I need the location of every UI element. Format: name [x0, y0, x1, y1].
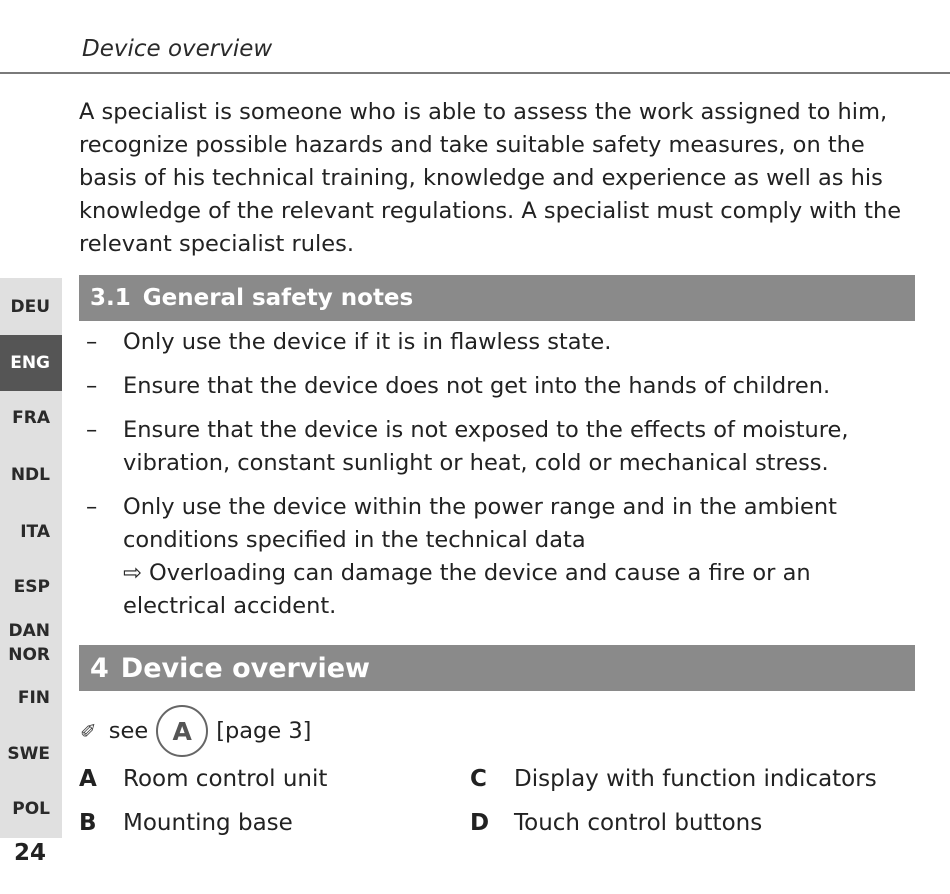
list-item-text: Only use the device if it is in flawless state. [123, 329, 612, 355]
dash-bullet: – [86, 373, 98, 399]
part-label: Mounting base [123, 810, 293, 836]
figure-reference [80, 703, 311, 759]
intro-paragraph: A specialist is someone who is able to assess the work assigned to him, recognize possible hazards and take suitable safety measures, on the basis of his technical training, knowledge and experience as well as his knowledge of the relevant regulations. A specialist must comply with the relevant specialist rules. [79, 99, 902, 257]
part-item [470, 810, 762, 836]
section-title: General safety notes [142, 285, 414, 311]
section-heading-4 [79, 645, 915, 691]
section-number: 4 [90, 652, 109, 684]
consequence-note [123, 557, 916, 623]
part-letter: B [79, 810, 97, 836]
part-label: Room control unit [123, 766, 328, 792]
list-item [86, 414, 916, 480]
section-title: Device overview [120, 652, 370, 684]
consequence-text: Overloading can damage the device and cause a fire or an electrical accident. [123, 560, 811, 619]
list-item-text: Ensure that the device does not get into the hands of children. [123, 373, 831, 399]
arrow-icon: ⇨ [123, 560, 142, 586]
language-tab-fra[interactable]: FRA [12, 408, 50, 428]
safety-notes-list [86, 326, 916, 634]
list-item-text: Only use the device within the power range and in the ambient conditions specified in the technical data [123, 494, 837, 553]
page-reference-link[interactable]: [page 3] [216, 718, 312, 744]
dash-bullet: – [86, 329, 98, 355]
language-tab-pol[interactable]: POL [12, 799, 50, 819]
part-letter: C [470, 766, 487, 792]
language-tab-strip [0, 278, 62, 838]
figure-a-marker: A [156, 705, 208, 757]
section-number: 3.1 [90, 285, 131, 311]
language-tab-nor[interactable]: NOR [8, 645, 50, 665]
part-item [79, 766, 327, 792]
language-tab-ndl[interactable]: NDL [10, 465, 50, 485]
part-label: Touch control buttons [514, 810, 763, 836]
list-item [86, 326, 916, 359]
dash-bullet: – [86, 494, 98, 520]
see-label: see [108, 718, 149, 744]
language-tab-esp[interactable]: ESP [13, 577, 50, 597]
part-item [470, 766, 877, 792]
part-item [79, 810, 293, 836]
list-item [86, 491, 916, 623]
dash-bullet: – [86, 417, 98, 443]
section-heading-3-1 [79, 275, 915, 321]
language-tab-ita[interactable]: ITA [20, 522, 50, 542]
part-label: Display with function indicators [514, 766, 877, 792]
language-tab-eng[interactable]: ENG [0, 335, 62, 391]
page-number: 24 [14, 840, 47, 866]
list-item [86, 370, 916, 403]
language-tab-swe[interactable]: SWE [7, 744, 50, 764]
language-tab-fin[interactable]: FIN [17, 688, 50, 708]
part-letter: A [79, 766, 97, 792]
list-item-text: Ensure that the device is not exposed to the effects of moisture, vibration, constant sunlight or heat, cold or mechanical stress. [123, 417, 849, 476]
running-header: Device overview [82, 36, 273, 62]
pencil-icon: ✐ [80, 719, 97, 743]
part-letter: D [470, 810, 490, 836]
header-divider [0, 72, 950, 74]
language-tab-deu[interactable]: DEU [10, 297, 50, 317]
language-tab-dan[interactable]: DAN [8, 621, 50, 641]
